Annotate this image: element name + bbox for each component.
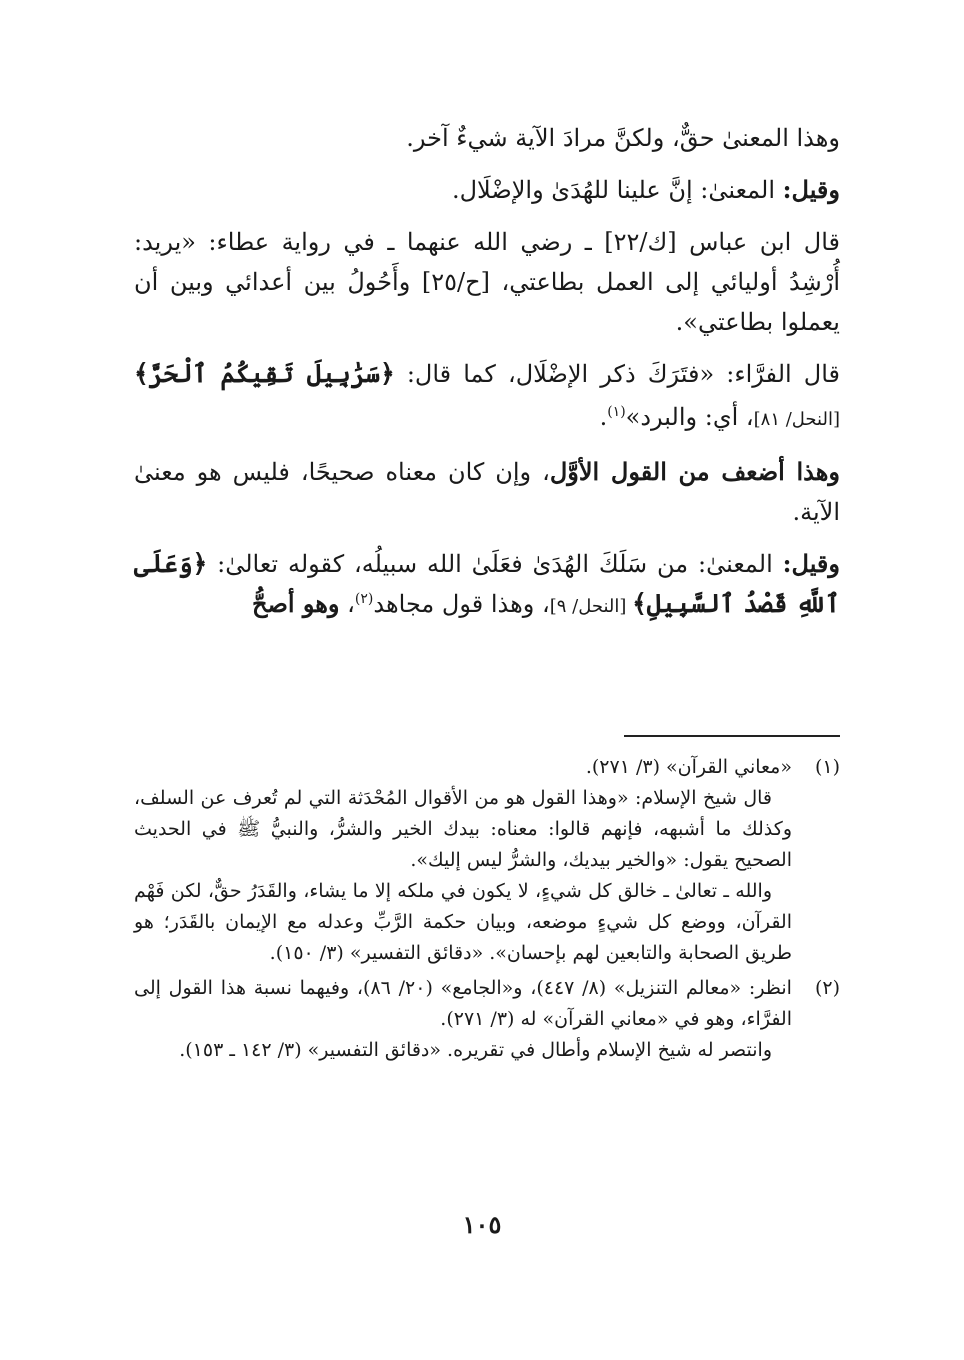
paragraph-4 xyxy=(134,354,840,440)
footnote-1-line-2: قال شيخ الإسلام: «وهذا القول هو من الأقوال المُحْدَثة التي لم تُعرف عن السلف، وكذلك ما أشبهه، فإنهم قالوا: معناه: بيدك الخير والشرُّ، والنبيُّ ﷺ في الحديث الصحيح يقول: «والخير بيديك، والشرُّ ليس إليك». xyxy=(134,787,792,871)
paragraph-6-text-c: ، xyxy=(339,590,355,618)
footnote-1-body xyxy=(134,752,792,969)
footnote-2 xyxy=(134,973,840,1066)
paragraph-2-lead: وقيل: xyxy=(782,175,840,204)
paragraph-4-end: . xyxy=(599,403,608,431)
paragraph-6-text-a: المعنىٰ: من سَلَكَ الهُدَىٰ فعَلَىٰ الله سبيلُه، كقوله تعالىٰ: xyxy=(207,550,783,578)
paragraph-5-bold: وهذا أضعف من القول الأوَّل xyxy=(549,457,840,486)
main-text xyxy=(134,118,840,639)
paragraph-5 xyxy=(134,452,840,532)
footnote-1-line-3: والله ـ تعالىٰ ـ خالق كل شيءٍ، لا يكون في ملكه إلا ما يشاء، والقَدَرُ حقٌّ، لكن فَهْم القرآن، ووضع كل شيءٍ موضعه، وبيان حكمة الرَّبِّ وعدله مع الإيمان بالقَدَر؛ هو طريق الصحابة والتابعين لهم بإحسان». «دقائق التفسير» (٣/ ١٥٠). xyxy=(134,880,792,964)
paragraph-4-text-a: قال الفرَّاء: «فتَرَكَ ذكر الإضْلَال، كما قال: xyxy=(394,360,840,388)
paragraph-6-lead: وقيل: xyxy=(782,549,840,578)
quran-verse-2: ﴿وَعَلَى ٱللَّهِ قَصْدُ ٱلسَّبِيلِ﴾ xyxy=(134,549,840,618)
paragraph-2 xyxy=(134,170,840,210)
paragraph-3-text: قال ابن عباس [ك/٢٢] ـ رضي الله عنهما ـ في رواية عطاء: «يريد: أُرْشِدُ أوليائي إلى العمل بطاعتي، [ح/٢٥] وأَحُولُ بين أعدائي وبين أن يعملوا بطاعتي». xyxy=(134,228,841,336)
footnotes xyxy=(134,752,840,1070)
footnote-1-line-1: «معاني القرآن» (٣/ ٢٧١). xyxy=(585,756,792,778)
footnote-marker-2[interactable]: (٢) xyxy=(354,591,374,607)
page-number: ١٠٥ xyxy=(462,1210,502,1239)
footnote-1 xyxy=(134,752,840,969)
verse-reference-1: [النحل/ ٨١] xyxy=(753,409,840,430)
paragraph-5-text: ، وإن كان معناه صحيحًا، فليس هو معنىٰ الآية. xyxy=(134,458,840,526)
footnote-2-number: (٢) xyxy=(814,977,840,999)
paragraph-1 xyxy=(134,118,840,158)
footnote-2-line-1: انظر: «معالم التنزيل» (٨/ ٤٤٧)، و«الجامع» (٢٠/ ٨٦)، وفيهما نسبة هذا القول إلى الفرَّاء، وهو في «معاني القرآن» له (٣/ ٢٧١). xyxy=(134,977,792,1030)
quran-verse-1: ﴿سَرَٰبِيلَ تَقِيكُمُ ٱلْحَرَّ﴾ xyxy=(134,359,395,388)
footnote-2-line-2: وانتصر له شيخ الإسلام وأطال في تقريره. «دقائق التفسير» (٣/ ١٤٢ ـ ١٥٣). xyxy=(179,1039,772,1061)
paragraph-2-text: المعنىٰ: إنَّ علينا للهُدَىٰ والإضْلَال. xyxy=(451,176,783,204)
paragraph-3 xyxy=(134,222,840,342)
paragraph-1-text: وهذا المعنىٰ حقٌّ، ولكنَّ مرادَ الآية شيءٌ آخر. xyxy=(406,124,840,152)
paragraph-6-bold: وهو أصحُّ xyxy=(251,589,340,618)
verse-reference-2: [النحل/ ٩] xyxy=(549,596,633,617)
footnote-2-body xyxy=(134,973,792,1066)
paragraph-4-text-b: ، أي: والبرد» xyxy=(625,403,754,431)
footnote-1-number: (١) xyxy=(814,756,840,778)
paragraph-6 xyxy=(134,544,840,627)
footnote-separator xyxy=(624,735,840,737)
paragraph-6-text-b: ، وهذا قول مجاهد xyxy=(373,590,550,618)
footnote-marker-1[interactable]: (١) xyxy=(607,404,626,420)
